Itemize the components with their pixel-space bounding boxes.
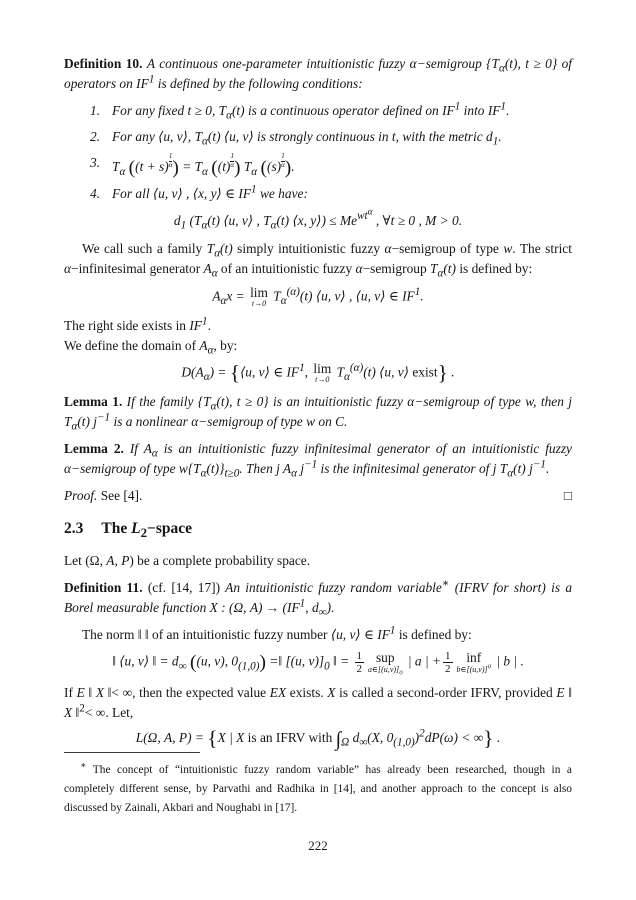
condition-4-number: 4. <box>90 186 101 202</box>
condition-2-text: For any ⟨u, v⟩, $T_\alpha(t)$ ⟨u, v⟩ is strongly continuous in t, with the metric $d_1$. <box>112 129 502 148</box>
footnote-area <box>64 752 572 817</box>
condition-3-equation: $T_\alpha$ ((t + s) $\frac{1}{\alpha}$ ) = $T_\alpha$ ((t) $\frac{1}{\alpha}$ ) $T_\alpha$ ((s) $\frac{1}{\alpha}$ ). <box>112 152 295 179</box>
l2-space-equation: L(Ω, A, P) = {X | X is an IFRV with $\int_\Omega$ $d_\infty(X$, $0_{(1,0)})^2dP(\omega)$ < ∞} . <box>135 726 501 752</box>
lemma-1-body: If the family {$T_\alpha(t)$, t ≥ 0} is an intuitionistic fuzzy α−semigroup of type w, then j $T_\alpha(t)$ $j^{-1}$ is a nonlinear α−semigroup of type w on C. <box>64 393 573 433</box>
page-body <box>64 54 572 758</box>
section-title: The $L_2-space$ <box>101 519 193 540</box>
condition-2-number: 2. <box>90 129 101 145</box>
condition-2 <box>90 127 572 147</box>
proof-label: Proof. <box>64 488 98 504</box>
condition-1 <box>90 101 572 121</box>
lemma-1 <box>64 392 572 432</box>
generator-equation: $A_\alpha x$ = lim t→0 $T_\alpha^{(\alpha)}(t)$ ⟨u, v⟩ , ⟨u, v⟩ ∈ $IF^1$. <box>212 284 424 309</box>
lemma-2-label: Lemma 2. <box>64 441 124 457</box>
condition-4-text: For all ⟨u, v⟩ , ⟨x, y⟩ ∈ $IF^1$ we have: <box>112 183 308 202</box>
condition-1-text: For any fixed t ≥ 0, $T_\alpha(t)$ is a continuous operator defined on $IF^1$ into $IF^1$. <box>112 100 510 122</box>
definition-10 <box>64 54 572 94</box>
domain-equation: $D(A_\alpha)$ = {⟨u, v⟩ ∈ $IF^1$, lim t→0 $T_\alpha^{(\alpha)}(t)$ ⟨u, v⟩ exist} . <box>181 360 455 385</box>
domain-line: We define the domain of $A_\alpha$, by: <box>64 338 238 358</box>
condition-3 <box>90 153 572 178</box>
definition-11-label: Definition 11. <box>64 579 143 595</box>
semigroup-bound-equation: $d_1$ ($T_\alpha(t)$ ⟨u, v⟩ , $T_\alpha(t)$ ⟨x, y⟩) ≤ $Me^{wt^\alpha}$ , ∀t ≥ 0 , M > 0. <box>173 207 463 232</box>
probability-space-line: Let (Ω, A, P) be a complete probability space. <box>64 552 311 568</box>
definition-11-body: (cf. [14, 17]) An intuitionistic fuzzy random variable∗ (IFRV for short) is a Borel measurable function X : (Ω, $A) \to (IF^1$, $d_\infty$). <box>64 577 573 619</box>
lemma-2-body: If $A_\alpha$ is an intuitionistic fuzzy infinitesimal generator of an intuitionistic fuzzy α−semigroup of type $w\{T_\alpha(t)\}_{t\ge 0}$. Then j $A_\alpha$ $j^{-1}$ is the infinitesimal generator of j $T_\alpha(t)$ $j^{-1}$. <box>64 441 572 480</box>
lemma-2 <box>64 439 572 479</box>
norm-intro-line: The norm ‖ ‖ of an intuitionistic fuzzy number ⟨u, v⟩ ∈ $IF^1$ is defined by: <box>82 624 472 642</box>
family-paragraph: We call such a family $T_\alpha(t)$ simply intuitionistic fuzzy α−semigroup of type w. The strict α−infinitesimal generator $A_\alpha$ of an intuitionistic fuzzy α−semigroup $T_\alpha(t)$ is defined by: <box>64 240 572 280</box>
section-number: 2.3 <box>64 519 84 537</box>
rightside-line: The right side exists in $IF^1$. <box>64 315 211 334</box>
norm-equation: ‖ ⟨u, v⟩ ‖ = $d_\infty$ ((u, v), $0_{(1,0)}$) =‖ [(u, $v)]_0$ ‖ = $\frac{1}{2}$ sup $a\in[(u,v)]_0$ | a | + $\frac{1}{2}$ inf $b\in[(u,v)]^0$ | b | . <box>112 650 524 677</box>
qed-box-icon: □ <box>563 488 572 504</box>
proof-body: See [4]. <box>100 488 143 504</box>
condition-1-number: 1. <box>90 103 101 119</box>
proof-text <box>64 486 142 506</box>
footnote-text: ∗ The concept of “intuitionistic fuzzy random variable” has already been researched, though in a completely different sense, by Parvathi and Radhika in [14], and another approach to the concept is also discussed by Zainali, Akbari and Noughabi in [17]. <box>64 761 572 814</box>
footnote-rule <box>64 752 200 753</box>
definition-10-body: A continuous one-parameter intuitionistic fuzzy α−semigroup {$T_\alpha(t)$, t ≥ 0} of operators on $IF^1$ is defined by the following conditions: <box>64 56 572 92</box>
expected-value-paragraph: If E ‖ X ‖< ∞, then the expected value EX exists. X is called a second-order IFRV, provided E ‖ X ‖$^2$< ∞. Let, <box>64 685 573 721</box>
condition-3-number: 3. <box>90 155 101 171</box>
proof-line <box>64 486 572 506</box>
section-heading <box>64 519 572 539</box>
definition-10-conditions <box>90 101 572 204</box>
page-number: 222 <box>308 838 328 853</box>
definition-11 <box>64 578 572 618</box>
lemma-1-label: Lemma 1. <box>64 393 123 409</box>
condition-4 <box>90 184 572 204</box>
definition-10-label: Definition 10. <box>64 56 143 71</box>
